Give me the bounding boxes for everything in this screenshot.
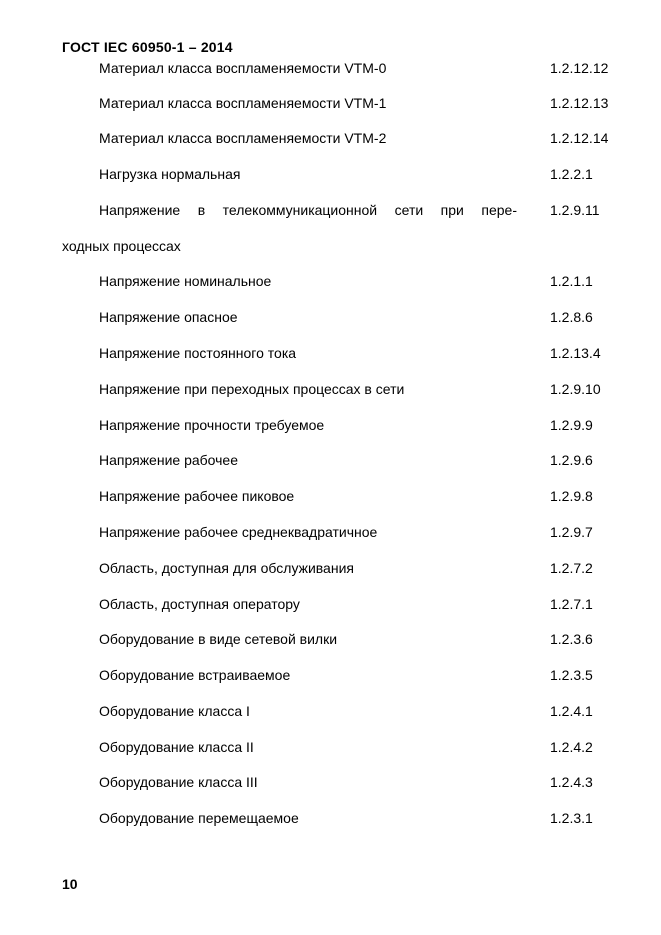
index-term: Область, доступная оператору bbox=[99, 596, 300, 612]
index-entry bbox=[0, 450, 661, 470]
index-entry-wrapped bbox=[0, 200, 661, 254]
index-ref: 1.2.3.5 bbox=[550, 667, 593, 683]
index-ref: 1.2.4.3 bbox=[550, 774, 593, 790]
index-ref: 1.2.1.1 bbox=[550, 273, 593, 289]
index-ref: 1.2.9.9 bbox=[550, 417, 593, 433]
index-ref: 1.2.9.10 bbox=[550, 381, 601, 397]
index-ref: 1.2.12.12 bbox=[550, 60, 609, 76]
index-entry bbox=[0, 701, 661, 721]
index-entry bbox=[0, 164, 661, 184]
index-term: Напряжение в телекоммуникационной сети при пере- bbox=[99, 202, 517, 218]
index-term: Оборудование встраиваемое bbox=[99, 667, 291, 683]
index-ref: 1.2.2.1 bbox=[550, 166, 593, 182]
index-entry bbox=[0, 271, 661, 291]
index-ref: 1.2.7.2 bbox=[550, 560, 593, 576]
index-entry bbox=[0, 486, 661, 506]
index-entry bbox=[0, 58, 661, 78]
index-term: Оборудование в виде сетевой вилки bbox=[99, 631, 338, 647]
index-entry bbox=[0, 629, 661, 649]
index-entry bbox=[0, 558, 661, 578]
index-entry bbox=[0, 415, 661, 435]
index-ref: 1.2.4.2 bbox=[550, 739, 593, 755]
index-entry bbox=[0, 772, 661, 792]
index-ref: 1.2.8.6 bbox=[550, 309, 593, 325]
index-term: Напряжение при переходных процессах в сети bbox=[99, 381, 405, 397]
index-term: Напряжение рабочее среднеквадратичное bbox=[99, 524, 378, 540]
index-term: Напряжение постоянного тока bbox=[99, 345, 297, 361]
page-number: 10 bbox=[62, 876, 78, 892]
index-ref: 1.2.12.13 bbox=[550, 95, 609, 111]
index-term: Напряжение номинальное bbox=[99, 273, 272, 289]
index-ref: 1.2.9.7 bbox=[550, 524, 593, 540]
index-ref: 1.2.3.6 bbox=[550, 631, 593, 647]
index-term: Оборудование класса II bbox=[99, 739, 254, 755]
index-entry bbox=[0, 93, 661, 113]
index-ref: 1.2.3.1 bbox=[550, 810, 593, 826]
index-entry bbox=[0, 665, 661, 685]
index-entry bbox=[0, 522, 661, 542]
index-ref: 1.2.9.11 bbox=[550, 202, 600, 218]
index-entry bbox=[0, 808, 661, 828]
index-entry bbox=[0, 128, 661, 148]
index-term-continuation: ходных процессах bbox=[62, 238, 181, 254]
index-term: Напряжение опасное bbox=[99, 309, 238, 325]
index-term: Оборудование класса I bbox=[99, 703, 250, 719]
index-term: Материал класса воспламеняемости VTM-0 bbox=[99, 60, 387, 76]
document-header: ГОСТ IEC 60950-1 – 2014 bbox=[62, 39, 233, 55]
index-term: Напряжение рабочее пиковое bbox=[99, 488, 295, 504]
index-entry bbox=[0, 307, 661, 327]
index-entry bbox=[0, 343, 661, 363]
index-term: Материал класса воспламеняемости VTM-1 bbox=[99, 95, 387, 111]
index-entry bbox=[0, 594, 661, 614]
index-ref: 1.2.13.4 bbox=[550, 345, 601, 361]
index-term: Напряжение прочности требуемое bbox=[99, 417, 325, 433]
index-term: Оборудование перемещаемое bbox=[99, 810, 299, 826]
index-entry bbox=[0, 737, 661, 757]
index-term: Область, доступная для обслуживания bbox=[99, 560, 354, 576]
index-term: Оборудование класса III bbox=[99, 774, 258, 790]
index-entry bbox=[0, 379, 661, 399]
index-ref: 1.2.4.1 bbox=[550, 703, 593, 719]
index-ref: 1.2.12.14 bbox=[550, 130, 609, 146]
index-ref: 1.2.7.1 bbox=[550, 596, 593, 612]
index-term: Материал класса воспламеняемости VTM-2 bbox=[99, 130, 387, 146]
index-term: Нагрузка нормальная bbox=[99, 166, 241, 182]
index-term: Напряжение рабочее bbox=[99, 452, 239, 468]
index-ref: 1.2.9.6 bbox=[550, 452, 593, 468]
index-ref: 1.2.9.8 bbox=[550, 488, 593, 504]
